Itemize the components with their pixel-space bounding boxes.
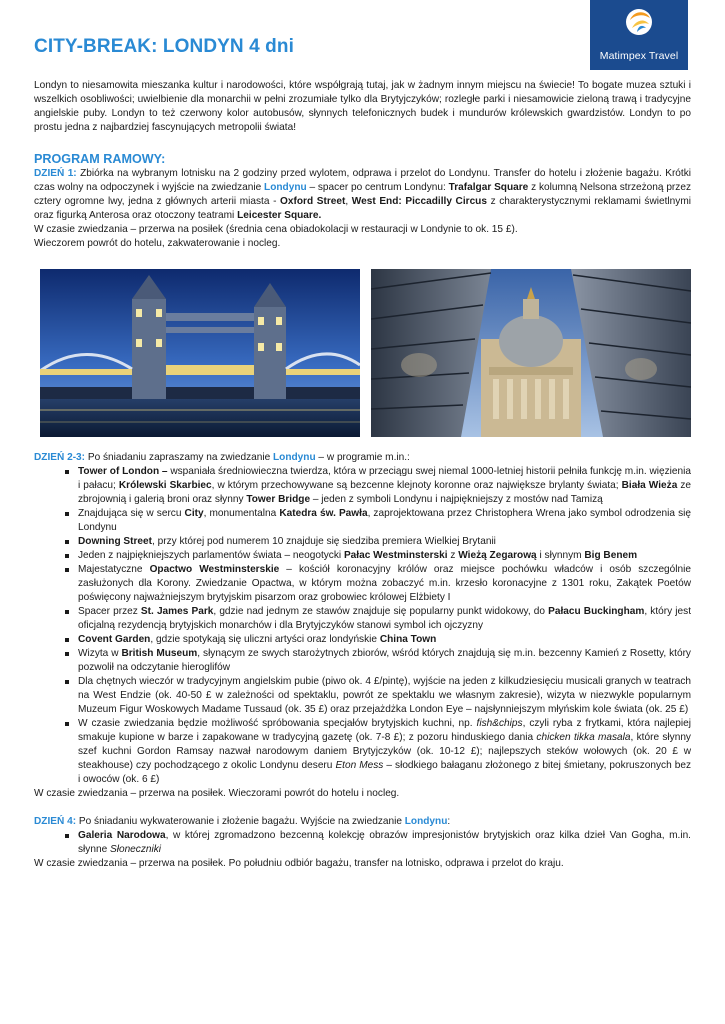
list-item xyxy=(78,717,691,787)
page-title: CITY-BREAK: LONDYN 4 dni xyxy=(34,36,294,57)
attraction-text: , gdzie spotykają się uliczni artyści oraz londyńskie xyxy=(150,634,380,645)
trafalgar-square: Trafalgar Square xyxy=(448,182,529,193)
attraction-name: Downing Street xyxy=(78,536,153,547)
day4-intro xyxy=(34,815,691,829)
list-item xyxy=(78,605,691,633)
list-item xyxy=(78,507,691,535)
attraction-text: i słynnym xyxy=(536,550,585,561)
day23-attractions-list xyxy=(34,465,691,787)
oxford-street: Oxford Street xyxy=(280,196,346,207)
day1-evening-note: Wieczorem powrót do hotelu, zakwaterowanie i nocleg. xyxy=(34,238,281,249)
day23-text: Po śniadaniu zapraszamy na zwiedzanie xyxy=(85,452,274,463)
day1-city: Londynu xyxy=(264,182,307,193)
attraction-text: – kościół koronacyjny królów oraz miejsce pochówku władców i osób szczególnie zasłużonych dla Korony. Zwiedzanie Opactwa, w którym można zobaczyć m.in. krzesło koronacyjne z 1301 roku, Zakątek Poetów poświęcony najważniejszym brytyjskim pisarzom oraz grobowiec królowej Elżbiety I xyxy=(78,564,692,603)
attraction-text: , które słynny szef kuchni Gordon Ramsay nazwał narodowym daniem Brytyjczyków (ok. 10-12 £); najlepszych steków wołowych (ok. 20 £ w steakhouse) czy pochodzącego z okolic Londynu deseru xyxy=(78,732,691,771)
attraction-text: Znajdująca się w sercu xyxy=(78,508,185,519)
program-heading: PROGRAM RAMOWY: xyxy=(34,152,166,166)
day4-attractions-list xyxy=(34,829,691,857)
attraction-text: – jeden z symboli Londynu i najpiękniejszy z mostów nad Tamizą xyxy=(310,494,603,505)
attraction-name: Big Benem xyxy=(584,550,638,561)
attraction-text: Wizyta w xyxy=(78,648,122,659)
attraction-name: British Museum xyxy=(121,648,198,659)
company-logo xyxy=(590,0,688,70)
day4-city: Londynu xyxy=(404,816,448,827)
attraction-text: , gdzie nad jednym ze stawów znajduje się popularny punkt widokowy, do xyxy=(213,606,549,617)
attraction-text: , czyli ryba z frytkami, która najlepiej smakuje kupione w barze i zapakowane w tradycyjną gazetę (ok. 7-8 £); z pozoru hinduskiego dania xyxy=(78,718,691,743)
day1-label: DZIEŃ 1: xyxy=(34,168,77,179)
day1-text: – spacer po centrum Londynu: xyxy=(306,182,449,193)
attraction-text: – słodkiego bałaganu złożonego z bitej śmietany, pokruszonych bez i owoców (ok. 6 £) xyxy=(78,760,691,785)
day23-label: DZIEŃ 2-3: xyxy=(34,452,86,463)
attraction-name: Biała Wieża xyxy=(621,480,678,491)
attraction-name: Opactwo Westminsterskie xyxy=(149,564,280,575)
logo-emblem-icon xyxy=(624,6,654,40)
painting-name: Słoneczniki xyxy=(109,844,162,855)
tower-bridge-photo xyxy=(40,269,360,437)
attraction-text: , słynącym ze swych starożytnych zbiorów, wśród których znajdują się m.in. bezcenny Kamień z Rosetty, który pozwolił na odczytanie hieroglifów xyxy=(78,648,691,673)
attraction-text: Jeden z najpiękniejszych parlamentów świata – neogotycki xyxy=(78,550,344,561)
attraction-name: Wieżą Zegarową xyxy=(458,550,537,561)
day4-label: DZIEŃ 4: xyxy=(34,816,77,827)
day1-paragraph xyxy=(34,167,691,223)
attraction-name: Tower of London – xyxy=(78,466,168,477)
attraction-text: , przy której pod numerem 10 znajduje się siedziba premiera Wielkiej Brytanii xyxy=(152,536,496,547)
day4-closing: W czasie zwiedzania – przerwa na posiłek. Po południu odbiór bagażu, transfer na lotnisko, odprawa i przelot do kraju. xyxy=(34,858,564,869)
document-body xyxy=(34,79,691,871)
day1-text: Zbiórka na wybranym lotnisku na 2 godziny przed wylotem, odprawa i przelot do Londynu. Transfer do hotelu i złożenie bagażu. Krótki czas wolny na odpoczynek i wyjście na zwiedzanie xyxy=(34,168,692,193)
list-item xyxy=(78,829,691,857)
attraction-text: z xyxy=(447,550,459,561)
attraction-name: Katedra św. Pawła xyxy=(279,508,368,519)
list-item xyxy=(78,563,691,605)
day23-text: – w programie m.in.: xyxy=(315,452,410,463)
day1-text: z kolumną Nelsona strzeżoną przez cztery ogromne lwy, jedna z głównych arterii miasta - xyxy=(34,182,691,207)
attraction-text: Dla chętnych wieczór w tradycyjnym angielskim pubie (piwo ok. 4 £/pintę), wyjście na jeden z kilkudziesięciu musicali granych w teatrach na West Endzie (ok. 40-50 £ w zależności od spektaklu, powrót ze spektaklu we własnym zakresie), wizyta w niezwykle popularnym Muzeum Figur Woskowych Madame Tussaud (ok. 35 £) oraz przejażdżka London Eye – najsłynniejszym młyńskim kole świata (ok. 25 £) xyxy=(78,676,691,715)
dish-name: fish&chips xyxy=(476,718,523,729)
attraction-text: ze zbrojownią i galerią broni oraz słynny xyxy=(78,480,692,505)
day4-text: : xyxy=(447,816,451,827)
attraction-name: Covent Garden xyxy=(78,634,151,645)
day1-text: z charakterystycznymi reklamami świetlnymi oraz figurką Anterosa oraz otoczony teatrami xyxy=(34,196,691,221)
attraction-text: wspaniała średniowieczna twierdza, która w przeciągu swej niemal 1000-letniej historii pełniła funkcję m.in. więzienia i pałacu; xyxy=(78,466,691,491)
intro-paragraph: Londyn to niesamowita mieszanka kultur i narodowości, które współgrają tutaj, jak w żadnym innym miejscu na świecie! To bogate muzea sztuki i wszelkich osobliwości; uwielbienie dla monarchii w pełni zrozumiałe tylko dla Brytyjczyków; rozległe parki i niesamowicie zieloną trawą i tradycyjne angielskie puby. Londyn to też czerwony kolor autobusów, słynnych telefonicznych budek i mundurów królewskich gwardzistów. Londyn to po prostu jedna z najbardziej fascynujących metropolii świata! xyxy=(34,80,691,133)
day1-text: , xyxy=(345,196,352,207)
attraction-name: Królewski Skarbiec xyxy=(118,480,212,491)
attraction-text: , zaprojektowana przez Christophera Wrena jako symbol odrodzenia się Londynu xyxy=(78,508,691,533)
list-item xyxy=(78,465,691,507)
list-item xyxy=(78,647,691,675)
day4-text: Po śniadaniu wykwaterowanie i złożenie bagażu. Wyjście na zwiedzanie xyxy=(76,816,405,827)
day23-intro xyxy=(34,451,691,465)
attraction-name: Pałacu Buckingham xyxy=(548,606,645,617)
attraction-name: Tower Bridge xyxy=(246,494,311,505)
leicester-square: Leicester Square. xyxy=(237,210,322,221)
list-item xyxy=(78,549,691,563)
attraction-text: , który jest oficjalną rezydencją brytyjskich monarchów i dla Brytyjczyków stanowi symbol ich ojczyzny xyxy=(78,606,691,631)
day23-closing: W czasie zwiedzania – przerwa na posiłek. Wieczorami powrót do hotelu i nocleg. xyxy=(34,788,400,799)
attraction-name: City xyxy=(184,508,204,519)
attraction-name: Galeria Narodowa xyxy=(78,830,166,841)
list-item xyxy=(78,535,691,549)
list-item xyxy=(78,675,691,717)
st-pauls-cathedral-photo xyxy=(371,269,691,437)
attraction-name: St. James Park xyxy=(140,606,214,617)
attraction-text: Majestatyczne xyxy=(78,564,150,575)
day1-meal-note: W czasie zwiedzania – przerwa na posiłek (średnia cena obiadokolacji w restauracji w Londynie to ok. 15 £). xyxy=(34,224,518,235)
attraction-text: W czasie zwiedzania będzie możliwość spróbowania specjałów brytyjskich kuchni, np. xyxy=(78,718,477,729)
attraction-text: , monumentalna xyxy=(203,508,280,519)
dish-name: Eton Mess xyxy=(335,760,384,771)
logo-text: Matimpex Travel xyxy=(599,50,679,62)
dish-name: chicken tikka masala xyxy=(536,732,631,743)
attraction-text: , w którym przechowywane są bezcenne klejnoty koronne oraz największe brylanty świata; xyxy=(211,480,622,491)
attraction-name: Pałac Westminsterski xyxy=(343,550,448,561)
attraction-text: Spacer przez xyxy=(78,606,141,617)
attraction-text: , w której zgromadzono bezcenną kolekcję obrazów impresjonistów brytyjskich oraz kilka dzieł Van Gogha, m.in. słynne xyxy=(78,830,691,855)
day23-city: Londynu xyxy=(273,452,316,463)
attraction-name: China Town xyxy=(379,634,437,645)
spacer xyxy=(34,801,691,815)
west-end: West End: Piccadilly Circus xyxy=(351,196,487,207)
list-item xyxy=(78,633,691,647)
photo-strip xyxy=(40,269,691,437)
